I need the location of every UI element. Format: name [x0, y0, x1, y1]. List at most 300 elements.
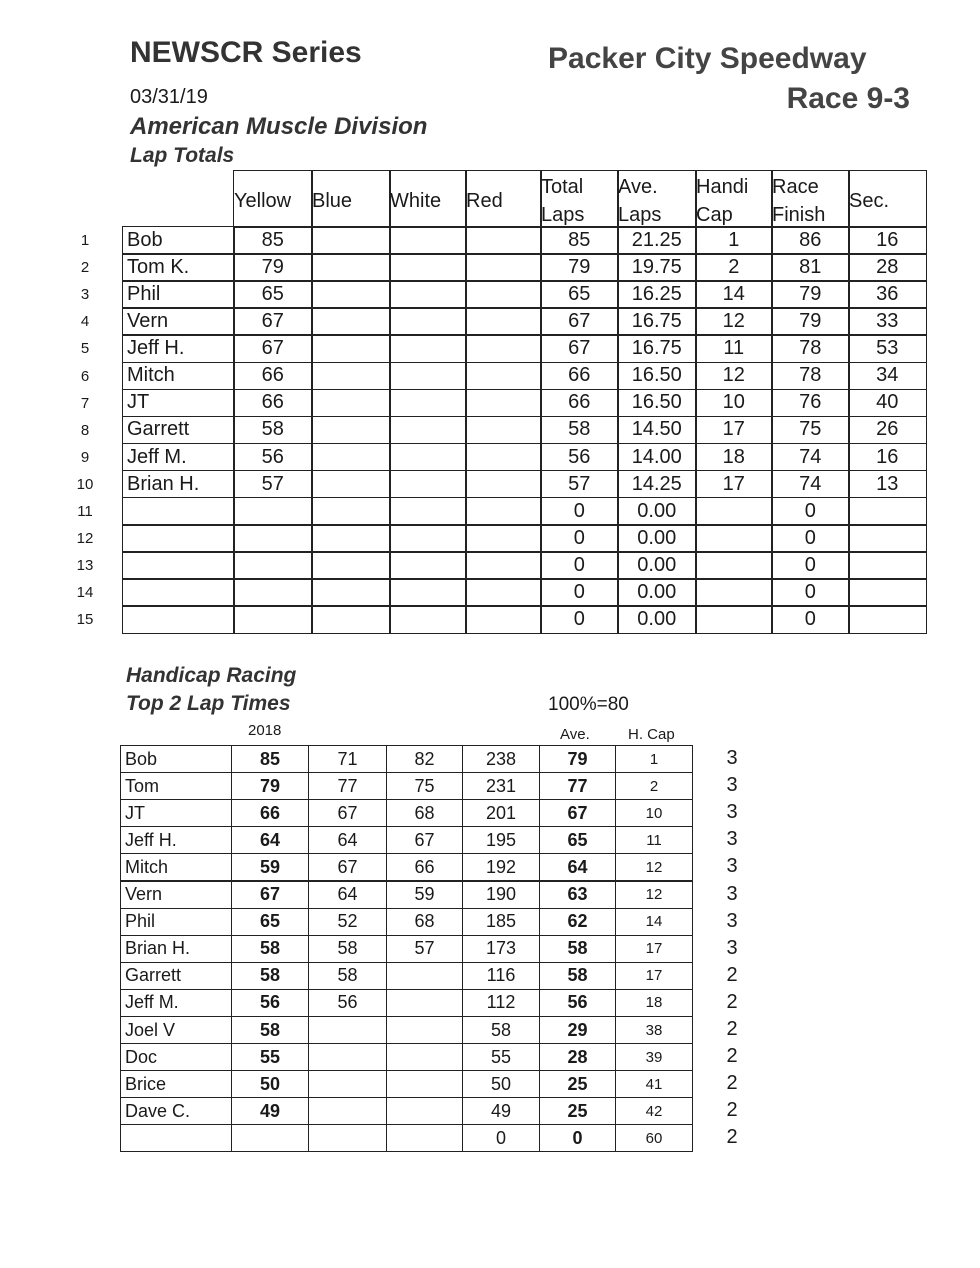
lap-cell-total: 0 [540, 551, 619, 580]
hc-cell-t1: 58 [308, 935, 387, 963]
hc-cell-hcap: 12 [615, 853, 693, 881]
lap-cell-white [389, 226, 467, 255]
lap-cell-sec [848, 524, 927, 553]
column-header [617, 170, 697, 228]
lap-cell-handicap: 14 [695, 280, 773, 309]
hc-cell-total: 50 [462, 1070, 540, 1098]
lap-cell-handicap: 2 [695, 253, 773, 282]
hc-cell-y2018: 58 [231, 935, 309, 963]
lap-cell-finish: 79 [771, 307, 850, 336]
lap-cell-sec: 34 [848, 362, 927, 391]
hc-cell-t2: 82 [386, 745, 463, 773]
lap-cell-name: Garrett [122, 416, 235, 445]
hc-cell-hcap: 2 [615, 772, 693, 800]
hc-cell-total: 195 [462, 826, 540, 854]
lap-cell-total: 0 [540, 605, 619, 634]
lap-cell-yellow [233, 551, 313, 580]
lap-cell-ave: 14.50 [617, 416, 697, 445]
lap-cell-sec: 53 [848, 334, 927, 363]
hc-cell-t1: 64 [308, 881, 387, 909]
handicap-title: Handicap Racing [126, 664, 297, 687]
handicap-subtitle: Top 2 Lap Times [126, 692, 291, 715]
lap-cell-finish: 81 [771, 253, 850, 282]
lap-cell-name [122, 524, 235, 553]
hc-cell-t2: 66 [386, 853, 463, 881]
lap-cell-ave: 16.50 [617, 389, 697, 418]
lap-cell-finish: 0 [771, 578, 850, 607]
lap-cell-red [465, 389, 542, 418]
lap-cell-name: JT [122, 389, 235, 418]
hc-cell-t1 [308, 1043, 387, 1071]
row-number: 9 [80, 448, 90, 466]
lap-cell-finish: 0 [771, 524, 850, 553]
hc-cell-hcap: 17 [615, 935, 693, 963]
row-number: 12 [76, 530, 94, 548]
lap-cell-handicap [695, 497, 773, 526]
hc-tier: 3 [726, 882, 738, 905]
hc-cell-t1: 71 [308, 745, 387, 773]
hc-cell-total: 58 [462, 1016, 540, 1044]
hc-cell-y2018: 66 [231, 799, 309, 827]
row-number: 2 [80, 259, 90, 277]
lap-cell-ave: 16.75 [617, 307, 697, 336]
col-ave-header: Ave. [560, 726, 590, 743]
hc-cell-name: Mitch [120, 853, 232, 881]
lap-cell-blue [311, 226, 391, 255]
lap-cell-sec [848, 605, 927, 634]
hc-cell-y2018: 67 [231, 881, 309, 909]
section-title: Lap Totals [130, 144, 235, 167]
lap-cell-red [465, 334, 542, 363]
hc-cell-y2018: 58 [231, 962, 309, 990]
lap-cell-white [389, 524, 467, 553]
lap-cell-finish: 78 [771, 334, 850, 363]
lap-cell-yellow: 56 [233, 443, 313, 472]
lap-cell-white [389, 253, 467, 282]
hc-cell-y2018: 64 [231, 826, 309, 854]
hc-cell-t2 [386, 962, 463, 990]
hc-cell-y2018: 58 [231, 1016, 309, 1044]
row-number: 15 [76, 611, 94, 629]
lap-cell-ave: 0.00 [617, 551, 697, 580]
lap-cell-sec: 36 [848, 280, 927, 309]
lap-cell-white [389, 280, 467, 309]
hc-cell-name: JT [120, 799, 232, 827]
lap-cell-yellow: 85 [233, 226, 313, 255]
lap-cell-sec [848, 497, 927, 526]
lap-cell-blue [311, 497, 391, 526]
lap-cell-ave: 21.25 [617, 226, 697, 255]
hc-cell-t1: 77 [308, 772, 387, 800]
lap-cell-name: Mitch [122, 362, 235, 391]
lap-cell-total: 0 [540, 578, 619, 607]
hc-cell-t1 [308, 1097, 387, 1125]
lap-cell-handicap [695, 605, 773, 634]
hc-cell-total: 173 [462, 935, 540, 963]
lap-cell-total: 66 [540, 362, 619, 391]
division-title: American Muscle Division [130, 113, 428, 140]
hc-cell-t1 [308, 1070, 387, 1098]
hc-tier: 3 [726, 801, 738, 824]
hc-tier: 2 [726, 963, 738, 986]
hc-cell-hcap: 41 [615, 1070, 693, 1098]
row-number: 11 [77, 503, 93, 520]
lap-cell-red [465, 605, 542, 634]
row-number: 7 [80, 394, 90, 412]
lap-cell-finish: 0 [771, 605, 850, 634]
lap-cell-handicap: 17 [695, 470, 773, 499]
lap-cell-blue [311, 416, 391, 445]
hc-cell-ave: 62 [539, 908, 616, 936]
hc-cell-t2: 59 [386, 881, 463, 909]
hc-cell-name: Jeff M. [120, 989, 232, 1017]
hc-cell-y2018: 85 [231, 745, 309, 773]
row-number: 10 [76, 475, 94, 493]
hc-cell-ave: 58 [539, 935, 616, 963]
hc-cell-t2 [386, 989, 463, 1017]
hc-cell-t2 [386, 1016, 463, 1044]
lap-cell-finish: 79 [771, 280, 850, 309]
lap-cell-yellow: 66 [233, 362, 313, 391]
lap-cell-handicap: 1 [695, 226, 773, 255]
hc-cell-ave: 58 [539, 962, 616, 990]
column-header-word: Race [772, 175, 819, 198]
hc-tier: 3 [726, 747, 738, 769]
hc-cell-name: Phil [120, 908, 232, 936]
lap-cell-total: 67 [540, 334, 619, 363]
hc-cell-t1: 56 [308, 989, 387, 1017]
lap-cell-blue [311, 578, 391, 607]
hc-cell-t2 [386, 1097, 463, 1125]
hc-cell-t2 [386, 1043, 463, 1071]
lap-cell-red [465, 253, 542, 282]
hc-cell-y2018: 50 [231, 1070, 309, 1098]
hc-cell-hcap: 39 [615, 1043, 693, 1071]
hc-cell-t1: 67 [308, 799, 387, 827]
hc-tier: 3 [726, 828, 738, 851]
hc-cell-y2018: 49 [231, 1097, 309, 1125]
lap-cell-name [122, 497, 235, 526]
lap-cell-white [389, 470, 467, 499]
hc-cell-t2 [386, 1124, 463, 1152]
column-header-word: White [390, 189, 442, 212]
lap-cell-total: 0 [540, 497, 619, 526]
hc-cell-hcap: 17 [615, 962, 693, 990]
lap-cell-name: Tom K. [122, 253, 235, 282]
lap-cell-finish: 74 [771, 443, 850, 472]
lap-cell-sec: 26 [848, 416, 927, 445]
row-number: 13 [76, 557, 94, 575]
row-number: 1 [80, 232, 90, 249]
column-header-word: Red [466, 189, 503, 212]
lap-cell-blue [311, 551, 391, 580]
lap-cell-total: 0 [540, 524, 619, 553]
lap-cell-yellow: 57 [233, 470, 313, 499]
lap-cell-red [465, 578, 542, 607]
hc-cell-t2: 68 [386, 799, 463, 827]
column-header [771, 170, 850, 228]
lap-cell-finish: 0 [771, 497, 850, 526]
lap-cell-white [389, 362, 467, 391]
hc-tier: 3 [726, 855, 738, 878]
lap-cell-red [465, 416, 542, 445]
lap-cell-handicap: 18 [695, 443, 773, 472]
lap-cell-white [389, 334, 467, 363]
lap-cell-blue [311, 280, 391, 309]
lap-cell-ave: 14.00 [617, 443, 697, 472]
lap-cell-white [389, 605, 467, 634]
lap-cell-total: 79 [540, 253, 619, 282]
lap-cell-ave: 0.00 [617, 605, 697, 634]
column-header-word: Handi [696, 175, 749, 198]
hc-cell-hcap: 11 [615, 826, 693, 854]
lap-cell-sec: 40 [848, 389, 927, 418]
column-header [848, 170, 927, 228]
lap-cell-sec: 13 [848, 470, 927, 499]
hc-cell-total: 238 [462, 745, 540, 773]
hc-cell-total: 190 [462, 881, 540, 909]
lap-cell-sec: 33 [848, 307, 927, 336]
lap-cell-yellow [233, 605, 313, 634]
lap-cell-sec [848, 578, 927, 607]
hc-cell-t2: 68 [386, 908, 463, 936]
hc-cell-hcap: 1 [615, 745, 693, 773]
lap-cell-handicap [695, 578, 773, 607]
hc-cell-total: 192 [462, 853, 540, 881]
lap-cell-finish: 74 [771, 470, 850, 499]
lap-cell-red [465, 280, 542, 309]
lap-cell-yellow [233, 578, 313, 607]
lap-cell-name: Phil [122, 280, 235, 309]
column-header [389, 170, 467, 228]
hc-cell-y2018: 55 [231, 1043, 309, 1071]
series-title: NEWSCR Series [130, 36, 362, 69]
column-header-word: Laps [618, 203, 662, 226]
hc-cell-t2: 67 [386, 826, 463, 854]
lap-cell-handicap [695, 551, 773, 580]
column-header-word: Cap [696, 203, 733, 226]
hc-tier: 2 [726, 990, 738, 1013]
hc-cell-name: Brice [120, 1070, 232, 1098]
lap-cell-yellow: 67 [233, 334, 313, 363]
hc-cell-name: Joel V [120, 1016, 232, 1044]
hc-cell-t1: 64 [308, 826, 387, 854]
hc-cell-hcap: 38 [615, 1016, 693, 1044]
hc-cell-total: 49 [462, 1097, 540, 1125]
hc-cell-t1: 58 [308, 962, 387, 990]
lap-cell-finish: 86 [771, 226, 850, 255]
column-header [540, 170, 619, 228]
lap-cell-red [465, 307, 542, 336]
lap-cell-finish: 75 [771, 416, 850, 445]
lap-cell-blue [311, 307, 391, 336]
lap-cell-ave: 16.50 [617, 362, 697, 391]
lap-cell-yellow: 66 [233, 389, 313, 418]
column-header [465, 170, 542, 228]
hc-cell-name: Garrett [120, 962, 232, 990]
hc-cell-t2 [386, 1070, 463, 1098]
hc-cell-ave: 25 [539, 1070, 616, 1098]
hc-cell-ave: 63 [539, 881, 616, 909]
hc-cell-total: 201 [462, 799, 540, 827]
lap-cell-blue [311, 253, 391, 282]
hc-cell-hcap: 10 [615, 799, 693, 827]
hc-cell-t1 [308, 1016, 387, 1044]
hc-cell-t1: 52 [308, 908, 387, 936]
column-header-word: Laps [541, 203, 585, 226]
lap-cell-total: 85 [540, 226, 619, 255]
column-header [311, 170, 391, 228]
lap-cell-ave: 0.00 [617, 524, 697, 553]
lap-cell-sec: 16 [848, 443, 927, 472]
lap-cell-blue [311, 334, 391, 363]
race-number: Race 9-3 [786, 82, 910, 115]
hc-cell-name: Bob [120, 745, 232, 773]
race-date: 03/31/19 [130, 86, 208, 108]
hc-cell-ave: 79 [539, 745, 616, 773]
lap-cell-ave: 14.25 [617, 470, 697, 499]
hc-cell-ave: 65 [539, 826, 616, 854]
lap-cell-ave: 0.00 [617, 497, 697, 526]
lap-cell-red [465, 551, 542, 580]
row-number: 14 [76, 584, 94, 602]
hc-cell-name: Tom [120, 772, 232, 800]
hc-cell-y2018: 79 [231, 772, 309, 800]
lap-cell-red [465, 226, 542, 255]
hc-cell-name: Brian H. [120, 935, 232, 963]
lap-cell-white [389, 416, 467, 445]
lap-cell-finish: 0 [771, 551, 850, 580]
lap-cell-red [465, 362, 542, 391]
hc-cell-name: Doc [120, 1043, 232, 1071]
lap-cell-yellow [233, 497, 313, 526]
lap-cell-name: Brian H. [122, 470, 235, 499]
hc-tier: 2 [726, 1099, 738, 1122]
hc-cell-ave: 0 [539, 1124, 616, 1152]
lap-cell-finish: 76 [771, 389, 850, 418]
track-name: Packer City Speedway [548, 42, 867, 75]
column-header-word: Ave. [618, 175, 658, 198]
lap-cell-blue [311, 605, 391, 634]
lap-cell-handicap: 12 [695, 362, 773, 391]
hc-cell-total: 0 [462, 1124, 540, 1152]
hc-cell-y2018: 65 [231, 908, 309, 936]
hc-cell-t1 [308, 1124, 387, 1152]
hc-cell-ave: 29 [539, 1016, 616, 1044]
lap-cell-ave: 16.25 [617, 280, 697, 309]
hc-cell-hcap: 12 [615, 881, 693, 909]
hc-cell-total: 116 [462, 962, 540, 990]
lap-cell-handicap: 12 [695, 307, 773, 336]
hc-cell-total: 55 [462, 1043, 540, 1071]
lap-cell-name [122, 578, 235, 607]
hc-cell-name [120, 1124, 232, 1152]
lap-cell-white [389, 578, 467, 607]
lap-cell-yellow: 58 [233, 416, 313, 445]
lap-cell-total: 67 [540, 307, 619, 336]
hc-cell-y2018: 59 [231, 853, 309, 881]
lap-cell-sec: 28 [848, 253, 927, 282]
lap-cell-blue [311, 524, 391, 553]
column-header [695, 170, 773, 228]
hc-cell-hcap: 60 [615, 1124, 693, 1152]
hc-cell-name: Vern [120, 881, 232, 909]
lap-cell-name: Vern [122, 307, 235, 336]
hc-tier: 3 [726, 909, 738, 932]
lap-cell-name: Bob [122, 226, 235, 255]
hc-cell-total: 231 [462, 772, 540, 800]
lap-cell-sec: 16 [848, 226, 927, 255]
hc-cell-ave: 77 [539, 772, 616, 800]
lap-cell-ave: 0.00 [617, 578, 697, 607]
lap-cell-total: 65 [540, 280, 619, 309]
lap-cell-name [122, 551, 235, 580]
row-number: 3 [80, 286, 90, 304]
hc-cell-t2: 75 [386, 772, 463, 800]
hc-cell-t1: 67 [308, 853, 387, 881]
column-header-word: Yellow [234, 189, 292, 212]
lap-cell-name: Jeff M. [122, 443, 235, 472]
lap-cell-blue [311, 389, 391, 418]
lap-cell-name [122, 605, 235, 634]
hc-tier: 2 [726, 1072, 738, 1095]
lap-cell-ave: 16.75 [617, 334, 697, 363]
hc-cell-ave: 64 [539, 853, 616, 881]
hc-cell-total: 112 [462, 989, 540, 1017]
hc-cell-name: Jeff H. [120, 826, 232, 854]
hc-cell-ave: 67 [539, 799, 616, 827]
lap-cell-red [465, 470, 542, 499]
lap-cell-white [389, 497, 467, 526]
column-header-word: Finish [772, 203, 826, 226]
lap-cell-red [465, 497, 542, 526]
hc-tier: 3 [726, 936, 738, 959]
hc-cell-hcap: 18 [615, 989, 693, 1017]
lap-cell-total: 56 [540, 443, 619, 472]
percent-note: 100%=80 [548, 694, 629, 715]
hc-cell-y2018 [231, 1124, 309, 1152]
lap-cell-name: Jeff H. [122, 334, 235, 363]
lap-cell-total: 58 [540, 416, 619, 445]
hc-cell-total: 185 [462, 908, 540, 936]
hc-cell-hcap: 14 [615, 908, 693, 936]
lap-cell-handicap: 10 [695, 389, 773, 418]
hc-tier: 3 [726, 774, 738, 797]
hc-cell-hcap: 42 [615, 1097, 693, 1125]
lap-cell-white [389, 443, 467, 472]
col-hcap-header: H. Cap [628, 726, 675, 743]
row-number: 6 [80, 367, 90, 385]
lap-cell-red [465, 524, 542, 553]
hc-cell-ave: 28 [539, 1043, 616, 1071]
lap-cell-white [389, 307, 467, 336]
lap-cell-red [465, 443, 542, 472]
column-header [233, 170, 313, 228]
column-header-word: Sec. [849, 189, 890, 212]
hc-tier: 2 [726, 1126, 738, 1149]
lap-cell-handicap: 17 [695, 416, 773, 445]
lap-cell-handicap: 11 [695, 334, 773, 363]
lap-cell-yellow: 67 [233, 307, 313, 336]
hc-tier: 2 [726, 1018, 738, 1040]
lap-cell-handicap [695, 524, 773, 553]
lap-cell-blue [311, 443, 391, 472]
lap-cell-sec [848, 551, 927, 580]
hc-cell-y2018: 56 [231, 989, 309, 1017]
row-number: 4 [80, 313, 90, 331]
lap-cell-white [389, 551, 467, 580]
lap-cell-blue [311, 470, 391, 499]
